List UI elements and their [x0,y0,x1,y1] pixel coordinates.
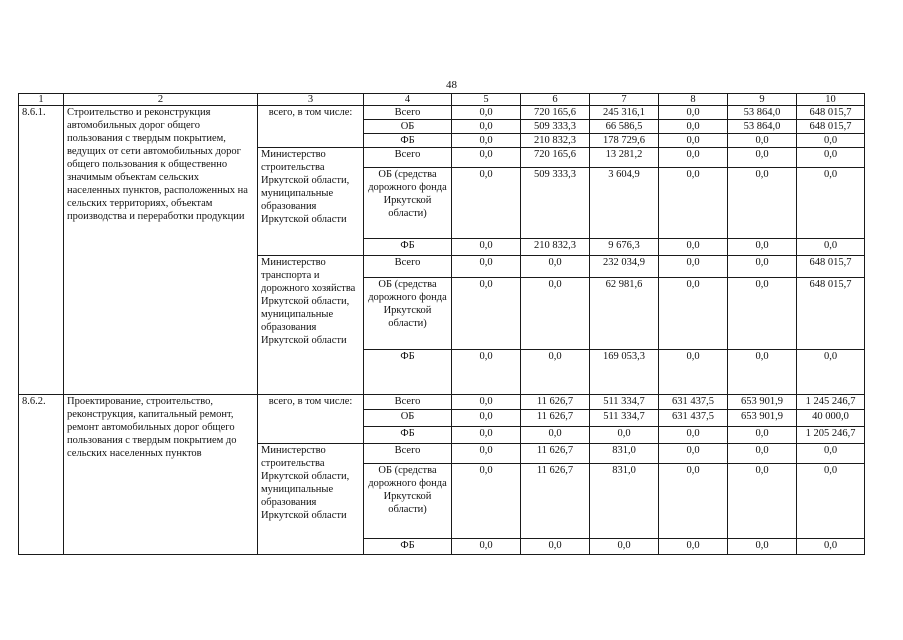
value-cell: 631 437,5 [659,395,728,410]
value-cell: 0,0 [452,464,521,539]
value-cell: 0,0 [728,278,797,350]
value-cell: 0,0 [452,350,521,395]
executor-ministry-construction: Министерство строительства Иркутской области, муниципальные образования Иркутской области [258,444,364,555]
value-cell: 0,0 [728,464,797,539]
funding-ob-road-fund-label: ОБ (средства дорожного фонда Иркутской области) [364,464,452,539]
value-cell: 11 626,7 [521,444,590,464]
funding-ob-road-fund-label: ОБ (средства дорожного фонда Иркутской области) [364,278,452,350]
value-cell: 0,0 [521,350,590,395]
value-cell: 831,0 [590,464,659,539]
value-cell: 0,0 [659,464,728,539]
value-cell: 0,0 [452,256,521,278]
value-cell: 0,0 [797,444,865,464]
value-cell: 0,0 [659,278,728,350]
value-cell: 0,0 [659,444,728,464]
executor-ministry-transport: Министерство транспорта и дорожного хозяйства Иркутской области, муниципальные образования Иркутской области [258,256,364,395]
value-cell: 0,0 [659,256,728,278]
header-cell: 2 [64,94,258,106]
value-cell: 0,0 [659,120,728,134]
value-cell: 0,0 [452,148,521,168]
value-cell: 0,0 [452,395,521,410]
value-cell: 0,0 [797,239,865,256]
value-cell: 0,0 [797,168,865,239]
value-cell: 631 437,5 [659,410,728,427]
value-cell: 0,0 [659,350,728,395]
value-cell: 0,0 [452,427,521,444]
value-cell: 0,0 [452,120,521,134]
value-cell: 648 015,7 [797,278,865,350]
value-cell: 0,0 [521,256,590,278]
section-code: 8.6.1. [19,106,64,395]
section-code: 8.6.2. [19,395,64,555]
page-number: 48 [446,79,457,91]
funding-ob-label: ОБ [364,120,452,134]
program-table [18,93,865,555]
section-title: Проектирование, строительство, реконструкция, капитальный ремонт, ремонт автомобильных дорог общего пользования с твердым покрытием до сельских населенных пунктов [64,395,258,555]
value-cell: 11 626,7 [521,464,590,539]
value-cell: 831,0 [590,444,659,464]
header-cell: 3 [258,94,364,106]
value-cell: 232 034,9 [590,256,659,278]
value-cell: 245 316,1 [590,106,659,120]
value-cell: 0,0 [521,539,590,555]
value-cell: 0,0 [452,410,521,427]
header-cell: 5 [452,94,521,106]
value-cell: 648 015,7 [797,256,865,278]
value-cell: 53 864,0 [728,120,797,134]
value-cell: 0,0 [728,239,797,256]
value-cell: 62 981,6 [590,278,659,350]
value-cell: 0,0 [452,106,521,120]
value-cell: 0,0 [452,239,521,256]
value-cell: 0,0 [728,256,797,278]
value-cell: 3 604,9 [590,168,659,239]
value-cell: 653 901,9 [728,395,797,410]
value-cell: 0,0 [797,350,865,395]
value-cell: 0,0 [452,444,521,464]
header-cell: 10 [797,94,865,106]
value-cell: 0,0 [728,148,797,168]
value-cell: 509 333,3 [521,120,590,134]
value-cell: 0,0 [452,539,521,555]
value-cell: 0,0 [728,539,797,555]
value-cell: 1 245 246,7 [797,395,865,410]
all-including-label: всего, в том числе: [258,106,364,148]
funding-total-label: Всего [364,148,452,168]
section-title: Строительство и реконструкция автомобильных дорог общего пользования с твердым покрытием, ведущих от сети автомобильных дорог общего пользования к общественно значимым объектам сельских населенных пунктов, расположенных на сельских территориях, объектам производства и переработки продукции [64,106,258,395]
value-cell: 0,0 [452,134,521,148]
value-cell: 0,0 [728,444,797,464]
value-cell: 0,0 [521,278,590,350]
value-cell: 40 000,0 [797,410,865,427]
funding-ob-label: ОБ [364,410,452,427]
funding-fb-label: ФБ [364,427,452,444]
value-cell: 0,0 [797,539,865,555]
value-cell: 511 334,7 [590,395,659,410]
value-cell: 0,0 [797,464,865,539]
value-cell: 11 626,7 [521,410,590,427]
value-cell: 0,0 [659,106,728,120]
value-cell: 169 053,3 [590,350,659,395]
header-cell: 8 [659,94,728,106]
value-cell: 511 334,7 [590,410,659,427]
value-cell: 0,0 [659,134,728,148]
funding-fb-label: ФБ [364,350,452,395]
value-cell: 1 205 246,7 [797,427,865,444]
funding-fb-label: ФБ [364,239,452,256]
header-cell: 9 [728,94,797,106]
value-cell: 0,0 [659,427,728,444]
header-cell: 7 [590,94,659,106]
value-cell: 653 901,9 [728,410,797,427]
value-cell: 66 586,5 [590,120,659,134]
value-cell: 13 281,2 [590,148,659,168]
value-cell: 210 832,3 [521,239,590,256]
funding-total-label: Всего [364,106,452,120]
value-cell: 53 864,0 [728,106,797,120]
header-cell: 6 [521,94,590,106]
all-including-label: всего, в том числе: [258,395,364,444]
value-cell: 0,0 [452,168,521,239]
value-cell: 0,0 [659,148,728,168]
value-cell: 0,0 [728,350,797,395]
value-cell: 0,0 [590,427,659,444]
executor-ministry-construction: Министерство строительства Иркутской области, муниципальные образования Иркутской области [258,148,364,256]
value-cell: 509 333,3 [521,168,590,239]
value-cell: 0,0 [659,539,728,555]
funding-fb-label: ФБ [364,134,452,148]
value-cell: 210 832,3 [521,134,590,148]
funding-total-label: Всего [364,256,452,278]
value-cell: 0,0 [590,539,659,555]
value-cell: 0,0 [797,134,865,148]
value-cell: 0,0 [728,134,797,148]
value-cell: 0,0 [728,427,797,444]
value-cell: 0,0 [797,148,865,168]
value-cell: 178 729,6 [590,134,659,148]
value-cell: 0,0 [452,278,521,350]
value-cell: 648 015,7 [797,106,865,120]
value-cell: 0,0 [659,168,728,239]
value-cell: 0,0 [659,239,728,256]
funding-total-label: Всего [364,444,452,464]
header-row [19,94,865,106]
value-cell: 720 165,6 [521,148,590,168]
value-cell: 0,0 [728,168,797,239]
value-cell: 0,0 [521,427,590,444]
value-cell: 720 165,6 [521,106,590,120]
funding-total-label: Всего [364,395,452,410]
funding-fb-label: ФБ [364,539,452,555]
header-cell: 4 [364,94,452,106]
table-row [19,106,865,120]
value-cell: 11 626,7 [521,395,590,410]
value-cell: 9 676,3 [590,239,659,256]
header-cell: 1 [19,94,64,106]
value-cell: 648 015,7 [797,120,865,134]
funding-ob-road-fund-label: ОБ (средства дорожного фонда Иркутской области) [364,168,452,239]
table-row [19,395,865,410]
